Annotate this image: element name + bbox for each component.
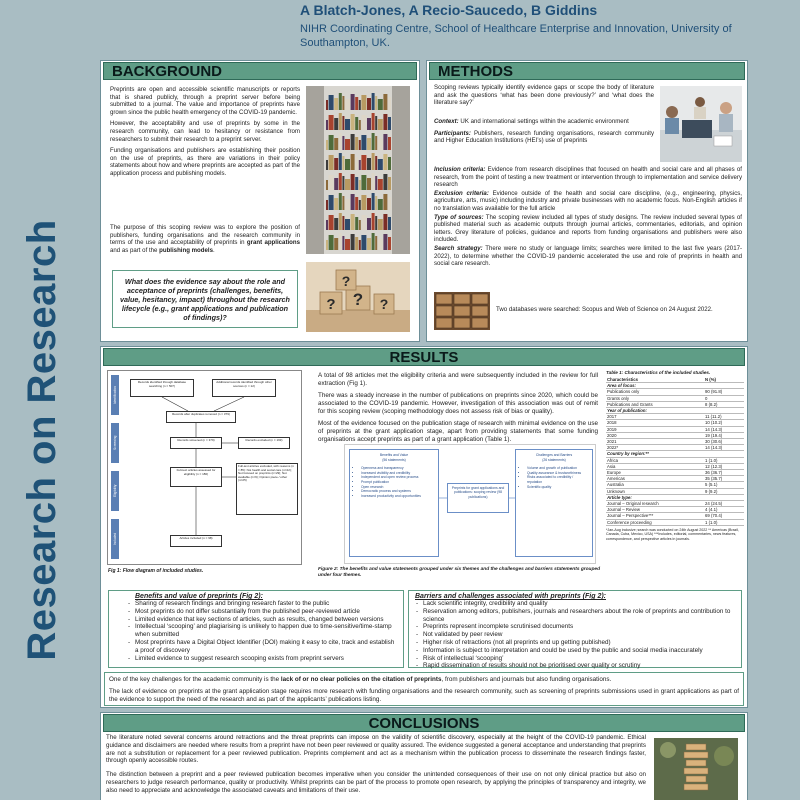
book-spine [378, 199, 383, 210]
book-spine [375, 176, 377, 190]
book-spine [334, 238, 338, 250]
table-cell-count: 24 (24.5) [704, 501, 744, 507]
flow-box-included: Articles included (n = 98) [170, 535, 222, 547]
book-spine [339, 93, 342, 110]
book-spine [326, 240, 328, 250]
fig2-connectors [345, 445, 597, 565]
flow-box-screened: Records screened (n = 379) [170, 437, 222, 449]
flow-box-other-sources: Additional records identified through other sources (n = 12) [212, 379, 276, 397]
book-spine [345, 139, 350, 150]
list-item: • Quality assurance & trustworthiness [527, 471, 589, 476]
methods-databases: Two databases were searched: Scopus and Web of Science on 24 August 2022. [496, 306, 713, 313]
book-spine [383, 214, 387, 230]
conclusions-heading: CONCLUSIONS [103, 714, 745, 732]
book-spine [383, 134, 387, 150]
methods-context: Context: UK and international settings within the academic environment Participants: Publishers, research funding organisations, research community and Higher Education Institutions (HEI’s) use of preprints [434, 118, 654, 145]
background-heading: BACKGROUND [103, 62, 417, 80]
book-spine [351, 194, 355, 210]
stage-eligibility: Eligibility [111, 471, 119, 511]
book-spine [372, 173, 375, 190]
challenges-title: Challenges and Barriers [535, 453, 573, 457]
book-spine [339, 213, 342, 230]
book-spine [367, 238, 371, 250]
fig1-caption: Fig 1: Flow diagram of included studies. [108, 568, 204, 574]
table-cell-characteristic: 2021 [606, 439, 704, 445]
book-spine [339, 233, 342, 250]
book-spine [367, 218, 371, 230]
svg-text:?: ? [341, 273, 351, 289]
table-cell-characteristic: Europe [606, 470, 704, 476]
book-spine [372, 133, 375, 150]
flow-arrows [108, 371, 303, 566]
book-spine [361, 155, 366, 170]
book-spine [342, 116, 344, 130]
table-cell-characteristic: 2020 [606, 432, 704, 438]
table-cell-characteristic: Publications only [606, 389, 704, 395]
book-spine [378, 159, 383, 170]
book-spine [383, 174, 387, 190]
list-item: - Reservation among editors, publishers, journals and researchers about the role of preprints and contribution to science [415, 608, 735, 624]
book-spine [342, 236, 344, 250]
table-col1: Characteristics [606, 377, 704, 383]
table-cell-characteristic: Africa [606, 457, 704, 463]
book-spine [372, 113, 375, 130]
benefits-heading: Benefits and value of preprints (Fig 2): [135, 593, 263, 600]
book-spine [342, 196, 344, 210]
book-spine [383, 94, 387, 110]
methods-criteria: Inclusion criteria: Evidence from research disciplines that focused on health and social care and all phases of research, from the point of testing a new treatment or intervention through to implementation and service delivery research Exclusion criteria: Evidence outside of the health and social care discipline, (e.g., engineering, physics, agriculture, arts, music) including industry and private businesses with no academic focus. Non-English articles if no translation was available for the full article Type of sources: The scoping review included all types of study designs. The review included several types of published material such as academic outputs through journal articles, commentaries, editorials, and opinion letters. Grey literature of policies, guidance and reports from funding organisations and publishers were also included. Search strategy: There were no study or language limits; searches were limited to the last five years (2017-2022), to determine whether the COVID-19 pandemic accelerated the use and role of preprints in health and social care research. [434, 166, 743, 268]
book-spine [342, 156, 344, 170]
book-spine [339, 113, 342, 130]
book-spine [367, 178, 371, 190]
background-p4: The purpose of this scoping review was to explore the position of publishers, funding organisations and the research community in terms of the use and acceptability of preprints in grant applications and as part of the publishing models. [110, 224, 300, 254]
jenga-tower-photo [654, 738, 738, 800]
book-spine [355, 237, 358, 250]
book-spine [339, 193, 342, 210]
book-spine [367, 198, 371, 210]
book-spine [388, 157, 391, 170]
book-spine [355, 217, 358, 230]
book-spine [326, 200, 328, 210]
archive-boxes-photo [434, 292, 490, 330]
list-item: - Limited evidence that key sections of articles, such as results, changed between versions [127, 616, 397, 624]
background-p1: Preprints are open and accessible scientific manuscripts or reports that is shared publicly, through a preprint server before being submitted to a journal. The value and importance of preprints have grown since the public health emergency of the COVID-19 pandemic. [110, 86, 300, 116]
book-spine [329, 115, 334, 130]
book-spine [361, 235, 366, 250]
book-spine [342, 136, 344, 150]
book-spine [361, 195, 366, 210]
fig2-caption: Figure 2: The benefits and value statements grouped under six themes and the challenges and barriers statements grouped under four themes. [318, 567, 601, 578]
fig2-center: Preprints for grant applications and publications: scoping review (98 publications) [447, 483, 509, 513]
svg-text:?: ? [379, 296, 389, 312]
side-title: Research on Research [19, 219, 64, 661]
flow-box-database: Records identified through database searching (n = 507) [130, 379, 194, 397]
book-spine [329, 175, 334, 190]
book-spine [361, 215, 366, 230]
book-spine [388, 137, 391, 150]
research-question-box: What does the evidence say about the role and acceptance of preprints (challenges, benefits, value, hesitancy, impact) throughout the research lifecycle (e.g., grant applications and publication of findings)? [112, 270, 298, 328]
book-spine [334, 138, 338, 150]
book-spine [326, 120, 328, 130]
book-spine [375, 236, 377, 250]
book-spine [334, 158, 338, 170]
table-cell-characteristic: Journal – Perspective*** [606, 513, 704, 519]
results-text [318, 372, 598, 448]
book-spine [345, 239, 350, 250]
table-cell-characteristic: 2017 [606, 414, 704, 420]
table-cell-count: 10 (10.2) [704, 420, 744, 426]
book-spine [375, 216, 377, 230]
list-item: - Preprints represent incomplete scrutinised documents [415, 623, 735, 631]
book-spine [359, 160, 361, 170]
list-item: - Rapid dissemination of results should not be prioritised over quality or scrutiny [415, 662, 735, 670]
book-spine [355, 157, 358, 170]
book-spine [345, 159, 350, 170]
list-item: • Scientific quality [527, 485, 589, 490]
table-cell-characteristic: Journal – Original research [606, 501, 704, 507]
authors: A Blatch-Jones, A Recio-Saucedo, B Giddins [300, 2, 598, 18]
book-spine [383, 114, 387, 130]
flow-box-fulltext: Full-text articles assessed for eligibility (n = 180) [170, 467, 222, 487]
flow-diagram [107, 370, 302, 565]
list-item: - Sharing of research findings and bringing research faster to the public [127, 600, 397, 608]
list-item: • Increased productivity and opportunities [361, 494, 435, 499]
book-spine [326, 100, 328, 110]
list-item: - Higher risk of retractions (not all preprints end up getting published) [415, 639, 735, 647]
list-item: • Open research [361, 485, 435, 490]
list-item: - Information is subject to interpretation and could be used by the public and social media inaccurately [415, 647, 735, 655]
book-spine [345, 179, 350, 190]
list-item: • Prompt publication [361, 480, 435, 485]
table-cell-count: 8 (8.2) [704, 401, 744, 407]
methods-intro: Scoping reviews typically identify evidence gaps or scope the body of literature and ask the questions ‘what has been done previously?’ and ‘what does the literature say?’ [434, 84, 654, 107]
book-spine [359, 240, 361, 250]
table-cell-count: 14 (14.3) [704, 426, 744, 432]
book-spine [334, 118, 338, 130]
book-spine [351, 214, 355, 230]
book-spine [329, 95, 334, 110]
table-cell-characteristic: Unknown [606, 488, 704, 494]
book-spine [326, 220, 328, 230]
book-spine [355, 197, 358, 210]
barriers-heading: Barriers and challenges associated with preprints (Fig 2): [415, 593, 606, 600]
table-cell-count: 36 (36.7) [704, 470, 744, 476]
table-cell-characteristic: 2022* [606, 445, 704, 451]
book-spine [372, 93, 375, 110]
book-spine [334, 98, 338, 110]
table-cell-characteristic: Year of publication: [606, 408, 704, 414]
list-item: - Most preprints have a Digital Object Identifier (DOI) making it easy to cite, track and establish a proof of discovery [127, 639, 397, 655]
results-p1: A total of 98 articles met the eligibility criteria and were subsequently included in the review for full extraction (Fig 1). [318, 372, 598, 387]
book-spine [329, 195, 334, 210]
table-cell-count: 11 (11.2) [704, 414, 744, 420]
book-spine [367, 138, 371, 150]
book-spine [378, 219, 383, 230]
book-spine [378, 139, 383, 150]
benefits-title: Benefits and Value [379, 453, 409, 457]
book-spine [345, 199, 350, 210]
barriers-list [415, 600, 735, 670]
book-spine [351, 174, 355, 190]
flow-box-excluded: Records excluded (n = 199) [238, 437, 290, 449]
book-spine [339, 153, 342, 170]
table-cell-characteristic: Conference proceeding [606, 519, 704, 525]
book-spine [367, 98, 371, 110]
table-cell-count: 30 (30.6) [704, 439, 744, 445]
book-spine [351, 94, 355, 110]
table-cell-characteristic: Article type: [606, 494, 704, 500]
table1-notes: *Jan-Aug inclusive; search was conducted on 24th August 2022 ** Americas (Brazil, Canada, Cuba, Mexico, USA) ***Includes, editorial, commentaries, news features, correspondence, and perspective articles in journals. [606, 527, 740, 541]
table-cell-characteristic: Australia [606, 482, 704, 488]
table-cell-characteristic: Journal – Review [606, 507, 704, 513]
grant-evidence-text: The lack of evidence on preprints at the grant application stage requires more research with funding organisations and the research community, such as screening of preprints submissions used in grant applications as part of the evidence to support the need of the research and as part of the applicants’ publications listing. [109, 688, 739, 703]
results-p2: There was a steady increase in the number of publications on preprints since 2020, which could be associated to the COVID-19 pandemic. However, investigation of this association was out of remit for this scoping review (scoping methodology does not assess risk of bias or quality). [318, 392, 598, 415]
table-cell-characteristic: 2019 [606, 426, 704, 432]
book-spine [355, 97, 358, 110]
benefits-list [127, 600, 397, 662]
book-spine [359, 200, 361, 210]
book-spine [329, 215, 334, 230]
book-stacks-photo [306, 86, 410, 254]
list-item: • Risks associated to credibility / reputation [527, 475, 589, 484]
book-spine [359, 180, 361, 190]
book-spine [372, 193, 375, 210]
book-spine [351, 234, 355, 250]
table-cell-count: 4 (4.1) [704, 507, 744, 513]
table-cell-count: 19 (19.4) [704, 432, 744, 438]
table-cell-count: 9 (9.2) [704, 488, 744, 494]
table-cell-characteristic: 2018 [606, 420, 704, 426]
list-item: - Most preprints do not differ substantially from the published peer-reviewed article [127, 608, 397, 616]
table-cell-characteristic: Asia [606, 463, 704, 469]
book-spine [329, 135, 334, 150]
results-p3: Most of the evidence focused on the publication stage of research with minimal evidence on the use of preprints at the grant application stage, apart from providing statements that some funding organisations accept preprints as part of a grant application (Table 1). [318, 420, 598, 443]
book-spine [361, 95, 366, 110]
table-cell-count: 0 [704, 395, 744, 401]
list-item: • Democratic process and systems [361, 489, 435, 494]
book-spine [342, 216, 344, 230]
book-spine [345, 119, 350, 130]
list-item: - Intellectual ‘scooping’ and plagiarising is unlikely to happen due to time-sensitive/time-stamp when submitted [127, 623, 397, 639]
challenges-sub: (26 statements) [542, 457, 566, 462]
book-spine [375, 156, 377, 170]
book-spine [388, 197, 391, 210]
table-cell-count: 5 (5.1) [704, 482, 744, 488]
characteristics-table [606, 377, 744, 526]
background-text [110, 86, 300, 182]
book-spine [339, 173, 342, 190]
affiliation: NIHR Coordinating Centre, School of Healthcare Enterprise and Innovation, University of Southampton, UK. [300, 23, 732, 49]
book-spine [355, 117, 358, 130]
conclusions-p2: The distinction between a preprint and a peer reviewed publication becomes imperative when you consider the unintended consequences of their use on not only clinical practice but also on researchers to judge research performance, quality or productivity. Whilst preprints can be part of the process to promote open research, by applying the principles of transparency and integrity, we also need to appreciate and acknowledge the associated caveats and limitations of their use. [106, 771, 646, 794]
book-spine [361, 135, 366, 150]
book-spine [359, 220, 361, 230]
flow-box-fulltext-excluded: Full-text articles excluded, with reasons (n = 85): Not health and social care (n=22); Not focused on preprints (n=29); Not available (n=9); Opinion piece / other (n=25) [236, 463, 298, 515]
table-row [606, 519, 744, 525]
book-spine [351, 154, 355, 170]
book-spine [342, 176, 344, 190]
book-spine [329, 235, 334, 250]
results-heading: RESULTS [103, 348, 745, 366]
book-spine [359, 120, 361, 130]
list-item: • Openness and transparency [361, 466, 435, 471]
benefits-sub: (56 statements) [382, 457, 406, 462]
book-spine [359, 140, 361, 150]
book-spine [372, 213, 375, 230]
book-spine [388, 237, 391, 250]
book-spine [372, 153, 375, 170]
barriers-section [408, 590, 742, 668]
meeting-photo [660, 86, 742, 162]
book-spine [355, 137, 358, 150]
book-spine [383, 194, 387, 210]
book-spine [378, 179, 383, 190]
book-spine [367, 158, 371, 170]
book-spine [375, 116, 377, 130]
list-item: • Independent and open review process [361, 475, 435, 480]
table-cell-count: 12 (12.3) [704, 463, 744, 469]
table-cell-count: 1 (1.0) [704, 519, 744, 525]
list-item: - Limited evidence to suggest research scooping exists from preprint servers [127, 655, 397, 663]
figure-2 [344, 444, 596, 564]
book-spine [334, 218, 338, 230]
book-spine [388, 177, 391, 190]
key-challenge-box [104, 672, 744, 706]
book-spine [334, 198, 338, 210]
list-item: • Increased visibility and credibility [361, 471, 435, 476]
flow-box-duplicates: Records after duplicates removed (n = 379) [166, 411, 236, 423]
book-spine [375, 136, 377, 150]
book-spine [326, 140, 328, 150]
book-spine [378, 99, 383, 110]
table-1 [606, 370, 744, 541]
book-spine [372, 233, 375, 250]
benefits-section [108, 590, 404, 668]
stage-included: Included [111, 519, 119, 559]
book-spine [388, 97, 391, 110]
book-spine [334, 178, 338, 190]
table-cell-characteristic: Country by region:** [606, 451, 704, 457]
background-p2: However, the acceptability and use of preprints by some in the research community, can lead to hesitancy or resistance from researchers to submit their research to a preprint server. [110, 120, 300, 143]
key-challenge-text: One of the key challenges for the academic community is the lack of or no clear policies on the citation of preprints, from publishers and journals but also funding organisations. [109, 676, 612, 683]
stage-screening: Screening [111, 423, 119, 463]
book-spine [359, 100, 361, 110]
table1-caption: Table 1: Characteristics of the included studies. [606, 370, 711, 375]
book-spine [345, 99, 350, 110]
book-spine [378, 119, 383, 130]
list-item: - Not validated by peer review [415, 631, 735, 639]
table-cell-characteristic: Americas [606, 476, 704, 482]
book-spine [383, 234, 387, 250]
table-cell-characteristic: Grants only [606, 395, 704, 401]
book-spine [388, 217, 391, 230]
question-cubes-photo [306, 262, 410, 332]
book-spine [326, 180, 328, 190]
table-cell-characteristic: Area of focus: [606, 383, 704, 389]
book-spine [351, 134, 355, 150]
list-item: - Risk of intellectual ‘scooping’ [415, 655, 735, 663]
table-cell-count: 90 (91.8) [704, 389, 744, 395]
table-col2: N (%) [704, 377, 744, 383]
book-spine [361, 115, 366, 130]
list-item: • Volume and growth of publication [527, 466, 589, 471]
table-cell-count: 69 (70.4) [704, 513, 744, 519]
book-spine [375, 96, 377, 110]
book-spine [367, 118, 371, 130]
book-spine [355, 177, 358, 190]
conclusions-text [106, 734, 646, 799]
book-spine [342, 96, 344, 110]
book-spine [339, 133, 342, 150]
book-spine [378, 239, 383, 250]
book-spine [388, 117, 391, 130]
book-spine [326, 160, 328, 170]
svg-text:?: ? [352, 290, 364, 309]
book-spine [345, 219, 350, 230]
background-p3: Funding organisations and publishers are establishing their position on the use of preprints, as there are variations in their policy statements about how and where preprints are accepted as part of the application process and publishing models. [110, 147, 300, 177]
book-spine [375, 196, 377, 210]
conclusions-p1: The literature noted several concerns around retractions and the threat preprints can impose on the validity of scientific discovery, especially at the height of the COVID-19 pandemic. Ethical guidance and disclaimers are needed where results from a preprint have not been peer reviewed or quality assured. The evidence suggested a general acceptance and understanding that preprints are not a substitution or replacement for a peer reviewed publication. Preprints complement and act as a mechanism within the publication process to disseminate the research findings faster, through openly accessible routes. [106, 734, 646, 765]
table-cell-count: 14 (14.3) [704, 445, 744, 451]
book-spine [351, 114, 355, 130]
table-cell-count: 1 (1.0) [704, 457, 744, 463]
table-cell-count: 35 (35.7) [704, 476, 744, 482]
book-spine [361, 175, 366, 190]
book-spine [383, 154, 387, 170]
list-item: - Lack scientific integrity, credibility and quality [415, 600, 735, 608]
table-cell-characteristic: Publications and Grants [606, 401, 704, 407]
stage-identification: Identification [111, 375, 119, 415]
svg-text:?: ? [326, 296, 336, 313]
methods-heading: METHODS [429, 62, 745, 80]
book-spine [329, 155, 334, 170]
